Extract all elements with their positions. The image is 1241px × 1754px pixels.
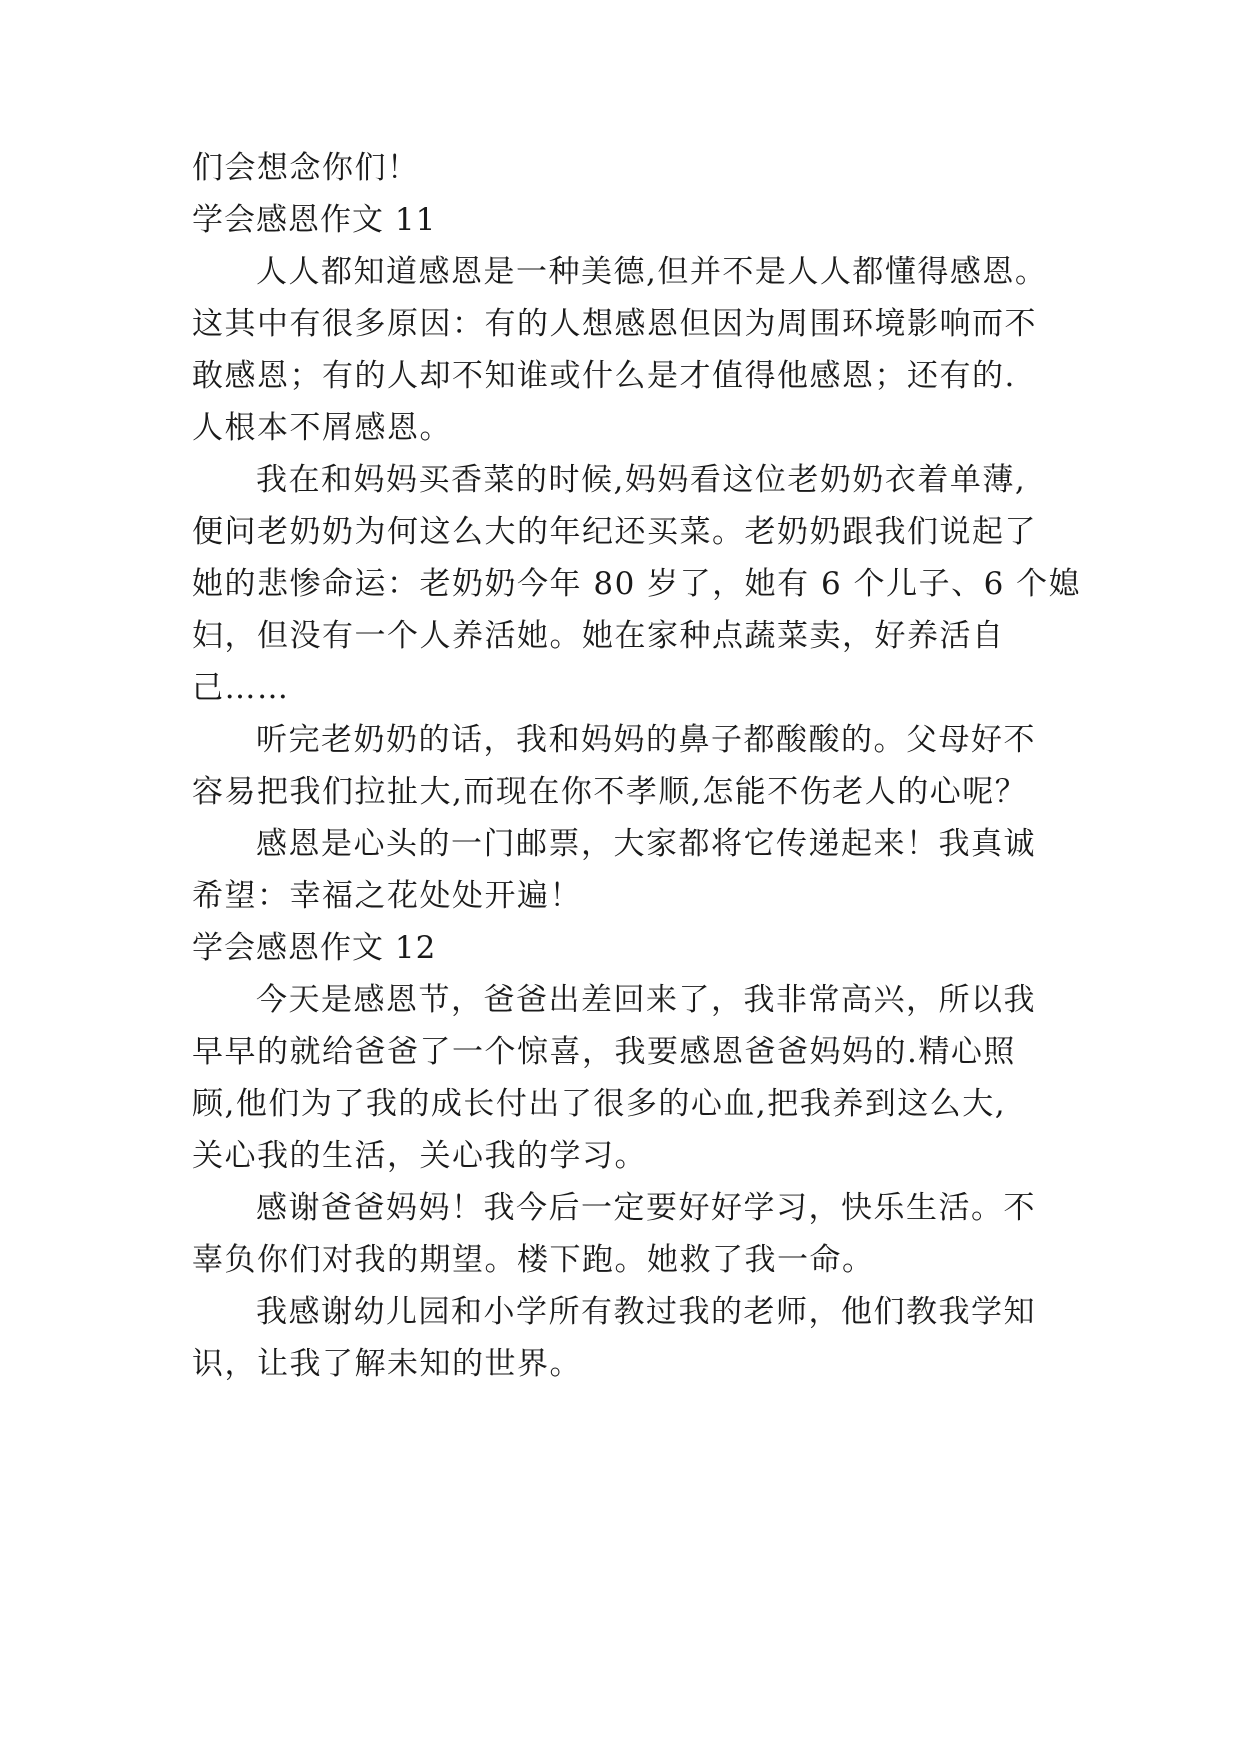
- text-line: 希望：幸福之花处处开遍！: [192, 878, 582, 914]
- text-line: 顾,他们为了我的成长付出了很多的心血,把我养到这么大,: [192, 1086, 1007, 1122]
- text-line: 己……: [192, 670, 290, 706]
- text-line: 感谢爸爸妈妈！我今后一定要好好学习，快乐生活。不: [256, 1190, 1036, 1226]
- text-line: 早早的就给爸爸了一个惊喜，我要感恩爸爸妈妈的.精心照: [192, 1034, 1016, 1070]
- text-line: 便问老奶奶为何这么大的年纪还买菜。老奶奶跟我们说起了: [192, 514, 1037, 550]
- text-line: 妇，但没有一个人养活她。她在家种点蔬菜卖，好养活自: [192, 618, 1005, 654]
- text-line: 容易把我们拉扯大,而现在你不孝顺,怎能不伤老人的心呢？: [192, 774, 1028, 810]
- section-heading: 学会感恩作文 12: [192, 930, 437, 966]
- text-line: 今天是感恩节，爸爸出差回来了，我非常高兴，所以我: [256, 982, 1036, 1018]
- text-line: 感恩是心头的一门邮票，大家都将它传递起来！我真诚: [256, 826, 1036, 862]
- text-line: 我感谢幼儿园和小学所有教过我的老师，他们教我学知: [256, 1294, 1036, 1330]
- text-line: 人人都知道感恩是一种美德,但并不是人人都懂得感恩。: [256, 254, 1048, 290]
- text-line: 们会想念你们！: [192, 150, 420, 186]
- section-heading: 学会感恩作文 11: [192, 202, 437, 238]
- text-line: 我在和妈妈买香菜的时候,妈妈看这位老奶奶衣着单薄,: [256, 462, 1027, 498]
- text-line: 敢感恩；有的人却不知谁或什么是才值得他感恩；还有的.: [192, 358, 1016, 394]
- text-line: 她的悲惨命运：老奶奶今年 80 岁了，她有 6 个儿子、6 个媳: [192, 566, 1082, 602]
- text-line: 辜负你们对我的期望。楼下跑。她救了我一命。: [192, 1242, 875, 1278]
- text-line: 这其中有很多原因：有的人想感恩但因为周围环境影响而不: [192, 306, 1037, 342]
- text-line: 关心我的生活，关心我的学习。: [192, 1138, 647, 1174]
- text-line: 听完老奶奶的话，我和妈妈的鼻子都酸酸的。父母好不: [256, 722, 1036, 758]
- text-line: 识，让我了解未知的世界。: [192, 1346, 582, 1382]
- text-line: 人根本不屑感恩。: [192, 410, 452, 446]
